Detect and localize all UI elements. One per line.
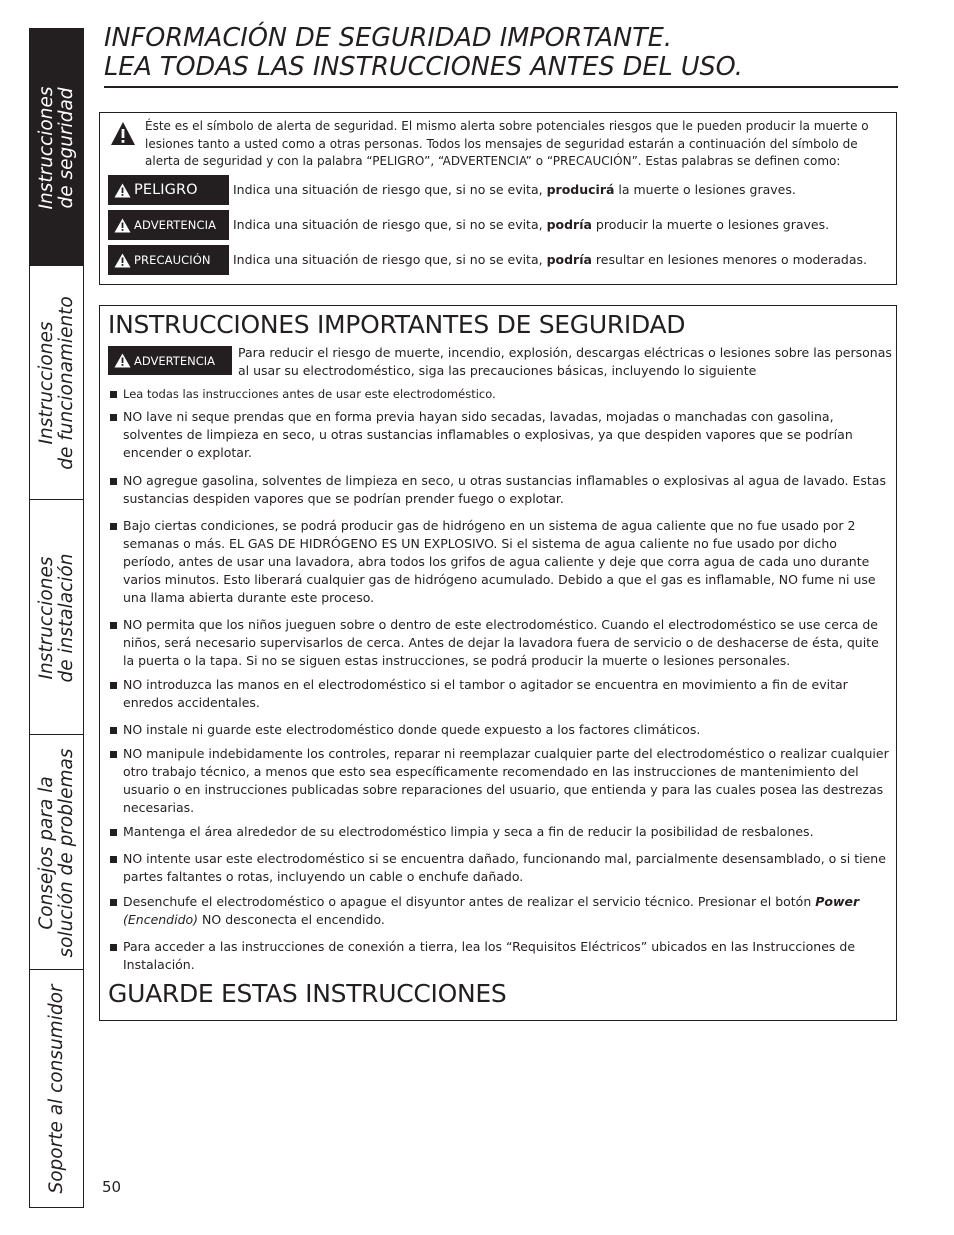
list-item [108,938,890,974]
caution-desc-bold: podría [546,252,592,267]
tab-operating-line1: Instrucciones [35,321,57,445]
caution-desc-pre: Indica una situación de riesgo que, si no se evita, [233,252,547,267]
list-item [108,823,890,841]
page-number: 50 [102,1178,122,1196]
list-item-text: NO agregue gasolina, solventes de limpieza en seco, u otras sustancias inflamables o explosivas al agua de lavado. Estas sustancias despiden vapores que se podrían prender fuego o explotar. [123,473,886,506]
list-item-text: Lea todas las instrucciones antes de usar este electrodoméstico. [123,387,496,401]
safety-alert-box [99,112,897,285]
caution-desc-post: resultar en lesiones menores o moderadas. [591,252,867,267]
warning-text: Para reducir el riesgo de muerte, incendio, explosión, descargas eléctricas o lesiones sobre las personas al usar su electrodoméstico, siga las precauciones básicas, incluyendo lo siguiente [238,345,892,378]
warning-label [108,210,229,240]
save-instructions-heading: GUARDE ESTAS INSTRUCCIONES [108,979,507,1008]
signal-row-warning [108,210,888,240]
page-title-line1: INFORMACIÓN DE SEGURIDAD IMPORTANTE. [104,23,672,53]
danger-description [233,182,796,197]
list-item [108,408,890,462]
power-item-post: NO desconecta el encendido. [198,912,385,927]
tab-installation-label [37,553,77,682]
bullet-square [110,751,117,758]
list-item [108,745,890,817]
safety-alert-intro: Éste es el símbolo de alerta de seguridad. El mismo alerta sobre potenciales riesgos que le pueden producir la muerte o lesiones tanto a usted como a otras personas. Todos los mensajes de seguridad estarán a continuación del símbolo de alerta de seguridad y con la palabra “PELIGRO”, “ADVERTENCIA” o “PRECAUCIÓN”. Estas palabras se definen como: [145,119,869,168]
bullet-square [110,478,117,485]
danger-label-text: PELIGRO [134,182,198,198]
danger-desc-post: la muerte o lesiones graves. [614,182,796,197]
safety-list [100,306,896,1020]
tab-consumer-line1: Soporte al consumidor [45,983,67,1194]
tab-safety-label [37,86,77,209]
safety-alert-icon [110,121,136,147]
tab-safety-line1: Instrucciones [35,86,57,209]
list-item [108,850,890,886]
list-item [108,676,890,712]
tab-operating-line2: de funcionamiento [55,296,77,470]
page-title [104,24,898,82]
list-item-text: NO intente usar este electrodoméstico si se encuentra dañado, funcionando mal, parcialmente desensamblado, o si tiene partes faltantes o rotas, incluyendo un cable o enchufe dañado. [123,851,886,884]
list-item [108,472,890,508]
sidebar-nav [29,28,84,1206]
tab-installation-line1: Instrucciones [35,556,57,679]
warning-desc-bold: podría [546,217,592,232]
power-item-bold: Power [815,894,860,909]
signal-row-danger [108,175,888,205]
tab-installation-instructions[interactable] [29,499,84,736]
list-item [108,385,890,403]
danger-label [108,175,229,205]
list-item-text: NO permita que los niños jueguen sobre o dentro de este electrodoméstico. Cuando el electrodoméstico se use cerca de niños, será necesario supervisarlos de cerca. Antes de dejar la lavadora fuera de servicio o de deshacerse de ésta, quite la puerta o la tapa. Si no se siguen estas instrucciones, se podrá producir la muerte o lesiones personales. [123,617,879,668]
list-item-text: Para acceder a las instrucciones de conexión a tierra, lea los “Requisitos Eléctricos” ubicados en las Instrucciones de Instalación. [123,939,856,972]
page-title-line2: LEA TODAS LAS INSTRUCCIONES ANTES DEL USO. [104,52,743,82]
warning-triangle-icon [114,218,131,233]
bullet-square [110,944,117,951]
list-item [108,893,890,929]
signal-row-caution [108,245,888,275]
bullet-square [110,829,117,836]
power-item-pre: Desenchufe el electrodoméstico o apague el disyuntor antes de realizar el servicio técnico. Presionar el botón [123,894,816,909]
bullet-square [110,523,117,530]
list-item-text [123,893,890,929]
caution-label-text: PRECAUCIÓN [134,253,211,267]
warning-triangle-icon [114,183,131,198]
tab-consumer-label [47,984,67,1193]
bullet-square [110,899,117,906]
tab-safety-line2: de seguridad [55,86,77,209]
caution-label [108,245,229,275]
warning-triangle-icon [114,253,131,268]
list-item [108,517,890,607]
section-heading: INSTRUCCIONES IMPORTANTES DE SEGURIDAD [108,310,686,339]
bullet-square [110,622,117,629]
tab-operating-instructions[interactable] [29,265,84,501]
warning-label-text: ADVERTENCIA [134,218,217,232]
list-item [108,721,890,739]
danger-desc-pre: Indica una situación de riesgo que, si no se evita, [233,182,547,197]
tab-consumer-support[interactable] [29,969,84,1208]
warning-description [233,217,829,232]
tab-troubleshooting-line2: solución de problemas [55,748,77,957]
bullet-square [110,727,117,734]
tab-safety-instructions[interactable] [29,28,84,267]
danger-desc-bold: producirá [546,182,615,197]
list-item [108,616,890,670]
tab-troubleshooting-line1: Consejos para la [35,775,57,930]
tab-troubleshooting-label [37,748,77,957]
tab-operating-label [37,296,77,470]
important-instructions-box [99,305,897,1021]
warning-desc-pre: Indica una situación de riesgo que, si no se evita, [233,217,547,232]
bullet-square [110,414,117,421]
tab-troubleshooting-tips[interactable] [29,734,84,971]
list-item-text: NO instale ni guarde este electrodoméstico donde quede expuesto a los factores climáticos. [123,722,701,737]
list-item-text: Bajo ciertas condiciones, se podrá producir gas de hidrógeno en un sistema de agua caliente que no fue usado por 2 semanas o más. EL GAS DE HIDRÓGENO ES UN EXPLOSIVO. Si el sistema de agua caliente no fue usado por dicho período, antes de usar una lavadora, abra todos los grifos de agua caliente y deje que corra agua de cada uno durante varios minutos. Esto liberará cualquier gas de hidrógeno acumulado. Debido a que el gas es inflamable, NO fume ni use una llama abierta durante este proceso. [123,518,876,605]
power-item-italic: (Encendido) [123,912,199,927]
list-item-text: NO manipule indebidamente los controles, reparar ni reemplazar cualquier parte del electrodoméstico o realizar cualquier otro trabajo técnico, a menos que esto sea específicamente recomendado en las instrucciones de mantenimiento del usuario o en instrucciones publicadas sobre reparaciones del usuario, que entienda y para las cuales posea las destrezas necesarias. [123,746,889,815]
warning-label-text: ADVERTENCIA [134,353,215,368]
bullet-square [110,682,117,689]
list-item-text: Mantenga el área alrededor de su electrodoméstico limpia y seca a fin de reducir la posibilidad de resbalones. [123,824,814,839]
list-item-text: NO lave ni seque prendas que en forma previa hayan sido secadas, lavadas, mojadas o manchadas con gasolina, solventes de limpieza en seco, u otras sustancias inflamables o explosivas, ya que despiden vapores que se podrían encender o explotar. [123,409,853,460]
title-divider [104,86,898,88]
bullet-square [110,391,117,398]
tab-installation-line2: de instalación [55,553,77,682]
caution-description [233,252,867,267]
list-item-text: NO introduzca las manos en el electrodoméstico si el tambor o agitador se encuentra en movimiento a fin de evitar enredos accidentales. [123,677,848,710]
bullet-square [110,856,117,863]
warning-desc-post: producir la muerte o lesiones graves. [591,217,830,232]
